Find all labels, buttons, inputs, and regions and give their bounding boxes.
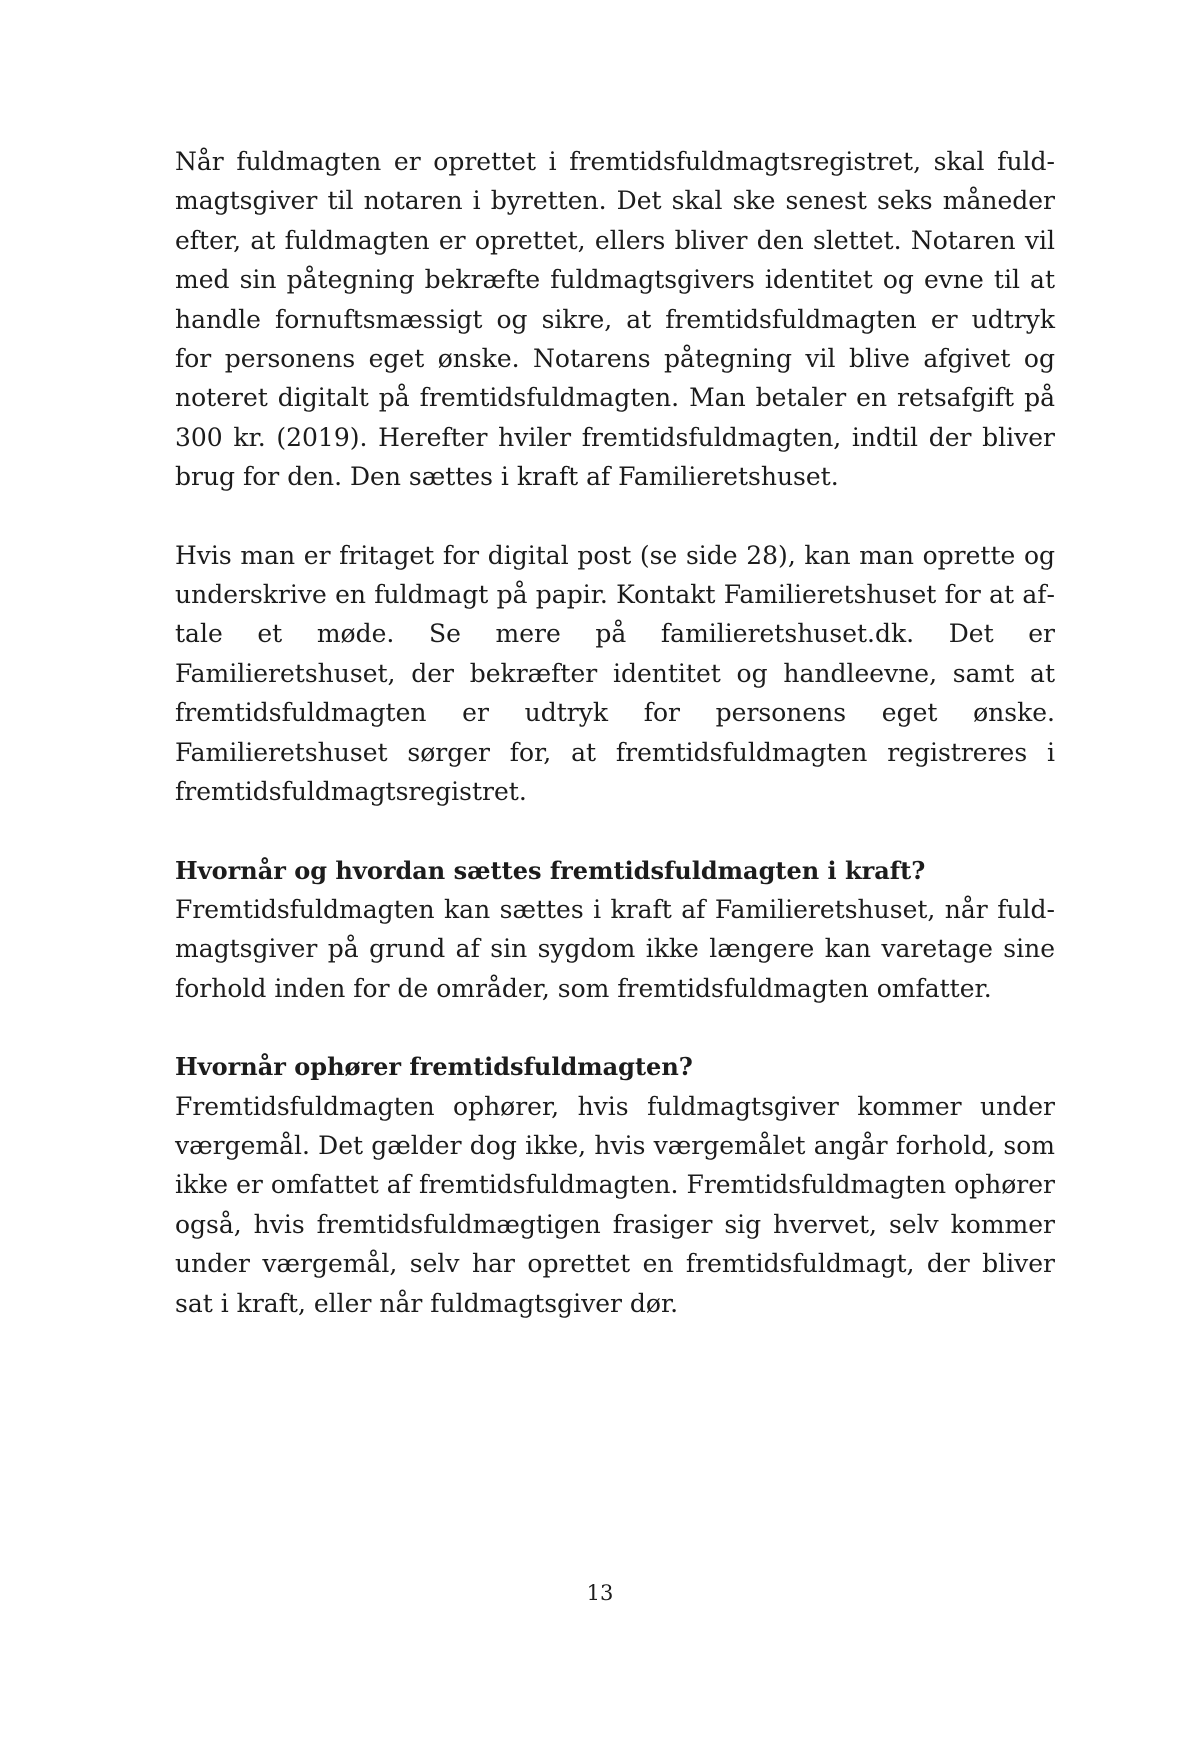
paragraph-paper-fuldmagt: Hvis man er fritaget for digital post (se side 28), kan man oprette og underskrive en fuldmagt på papir. Kontakt Familieretshuset for at aftale et møde. Se mere på familieretshuset.dk. Det er Familieretshuset, der bekræfter identitet og handleevne, samt at fremtidsfuldmagten er udtryk for personens eget ønske. Familieretshuset sørger for, at fremtidsfuldmagten registreres i fremtidsfuldmagtsregistret. [175,540,1055,807]
page-content [175,142,1055,1323]
paragraph-registration-notary: Når fuldmagten er oprettet i fremtidsfuldmagtsregistret, skal fuldmagtsgiver til notaren i byretten. Det skal ske senest seks måneder efter, at fuldmagten er oprettet, ellers bliver den slettet. Notaren vil med sin påtegning bekræfte fuldmagtsgivers identitet og evne til at handle fornuftsmæssigt og sikre, at fremtidsfuldmagten er udtryk for personens eget ønske. Notarens påtegning vil blive afgivet og noteret digitalt på fremtidsfuldmagten. Man betaler en retsafgift på 300 kr. (2019). Herefter hviler fremtidsfuldmagten, indtil der bliver brug for den. Den sættes i kraft af Familieretshuset. [175,147,1055,492]
section-heading: Hvornår og hvordan sættes fremtidsfuldmagten i kraft? [175,855,926,885]
page-number: 13 [586,1581,614,1605]
section-saettes-i-kraft [175,851,1055,1009]
section-heading: Hvornår ophører fremtidsfuldmagten? [175,1052,693,1082]
section-body: Fremtidsfuldmagten kan sættes i kraft af Familieretshuset, når fuldmagtsgiver på grund af sin sygdom ikke længere kan varetage sine forhold inden for de områder, som fremtidsfuldmagten omfatter. [175,894,1055,1003]
section-ophoerer [175,1047,1055,1323]
section-body: Fremtidsfuldmagten ophører, hvis fuldmagtsgiver kommer under værgemål. Det gælder dog ikke, hvis værgemålet angår forhold, som ikke er omfattet af fremtidsfuldmagten. Fremtidsfuldmagten ophører også, hvis fremtidsfuldmægtigen frasiger sig hvervet, selv kommer under værgemål, selv har oprettet en fremtidsfuldmagt, der bliver sat i kraft, eller når fuldmagtsgiver dør. [175,1091,1055,1318]
